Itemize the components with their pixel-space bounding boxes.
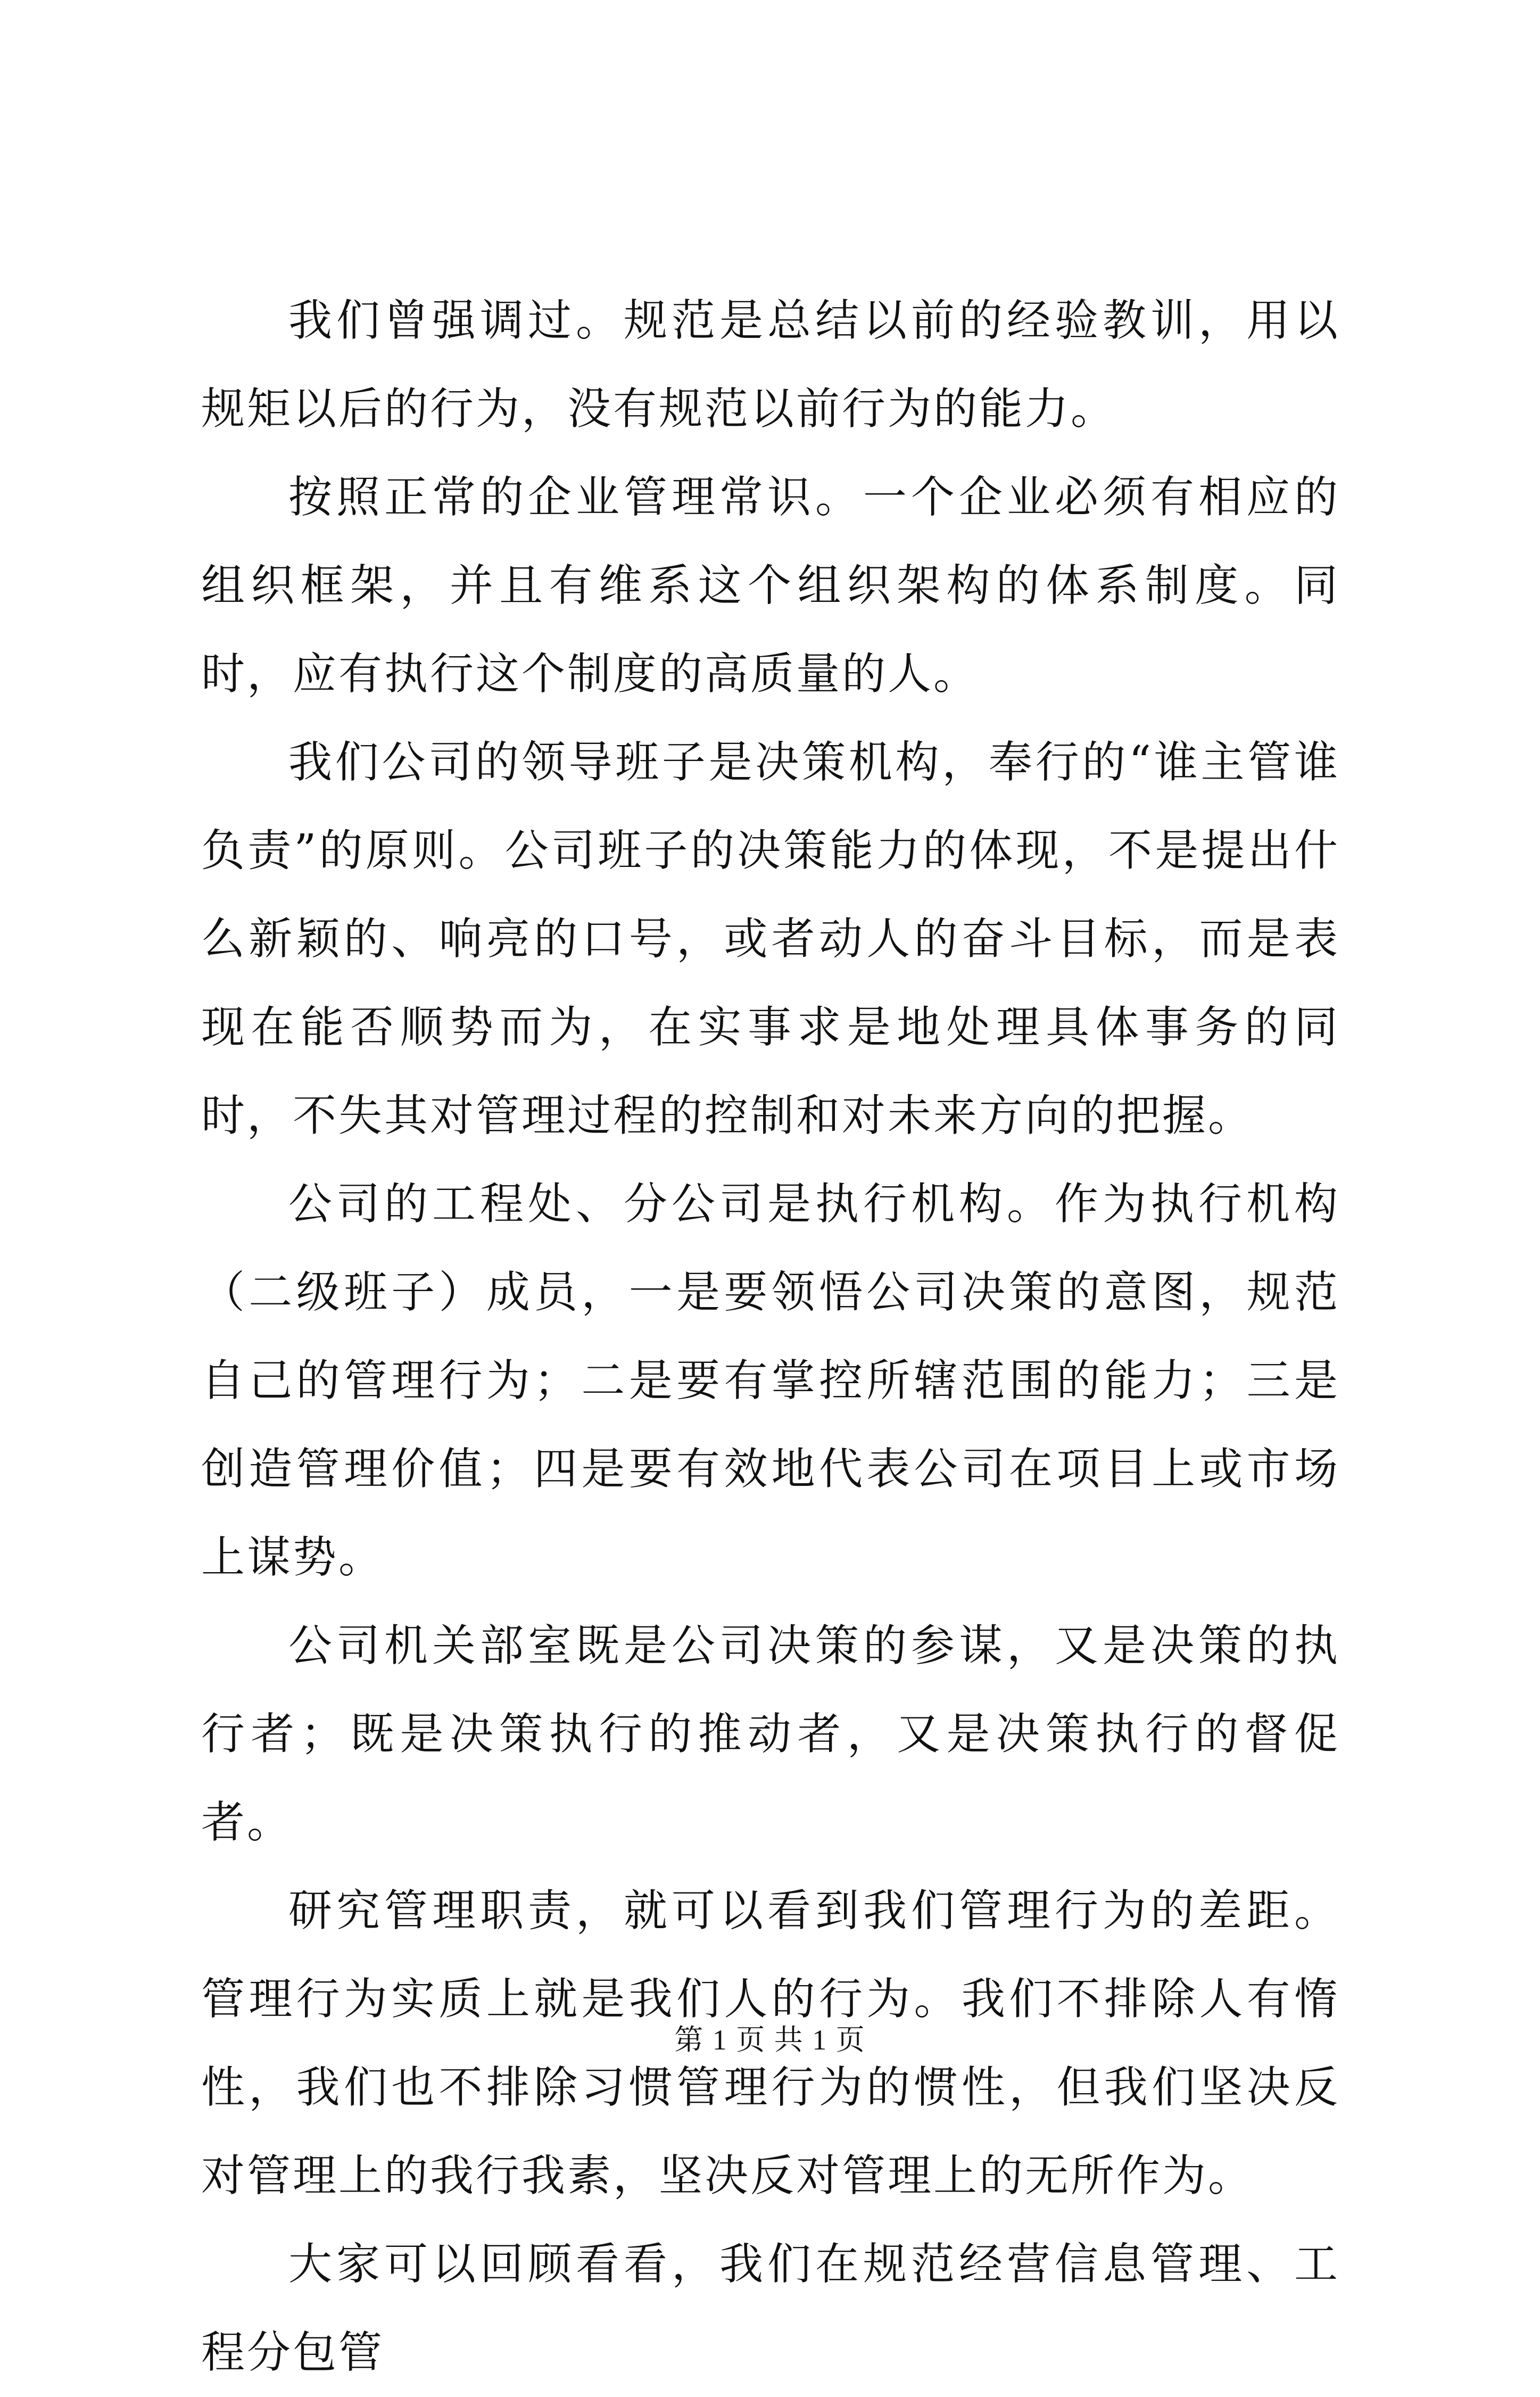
document-body <box>201 277 1340 2397</box>
paragraph: 公司机关部室既是公司决策的参谋，又是决策的执行者；既是决策执行的推动者，又是决策执行的督促者。 <box>201 1621 1340 1848</box>
paragraph: 大家可以回顾看看，我们在规范经营信息管理、工程分包管 <box>201 2239 1340 2378</box>
page-footer: 第 1 页 共 1 页 <box>674 2024 866 2056</box>
paragraph: 公司的工程处、分公司是执行机构。作为执行机构（二级班子）成员，一是要领悟公司决策的意图，规范自己的管理行为；二是要有掌控所辖范围的能力；三是创造管理价值；四是要有效地代表公司在项目上或市场上谋势。 <box>201 1179 1340 1583</box>
paragraph: 我们公司的领导班子是决策机构，奉行的“谁主管谁负责”的原则。公司班子的决策能力的体现，不是提出什么新颖的、响亮的口号，或者动人的奋斗目标，而是表现在能否顺势而为，在实事求是地处理具体事务的同时，不失其对管理过程的控制和对未来方向的把握。 <box>201 737 1340 1141</box>
paragraph: 我们曾强调过。规范是总结以前的经验教训，用以规矩以后的行为，没有规范以前行为的能力。 <box>201 295 1340 434</box>
paragraph: 按照正常的企业管理常识。一个企业必须有相应的组织框架，并且有维系这个组织架构的体系制度。同时，应有执行这个制度的高质量的人。 <box>201 472 1340 699</box>
paragraph: 研究管理职责，就可以看到我们管理行为的差距。管理行为实质上就是我们人的行为。我们不排除人有惰性，我们也不排除习惯管理行为的惯性，但我们坚决反对管理上的我行我素，坚决反对管理上的无所作为。 <box>201 1886 1340 2201</box>
